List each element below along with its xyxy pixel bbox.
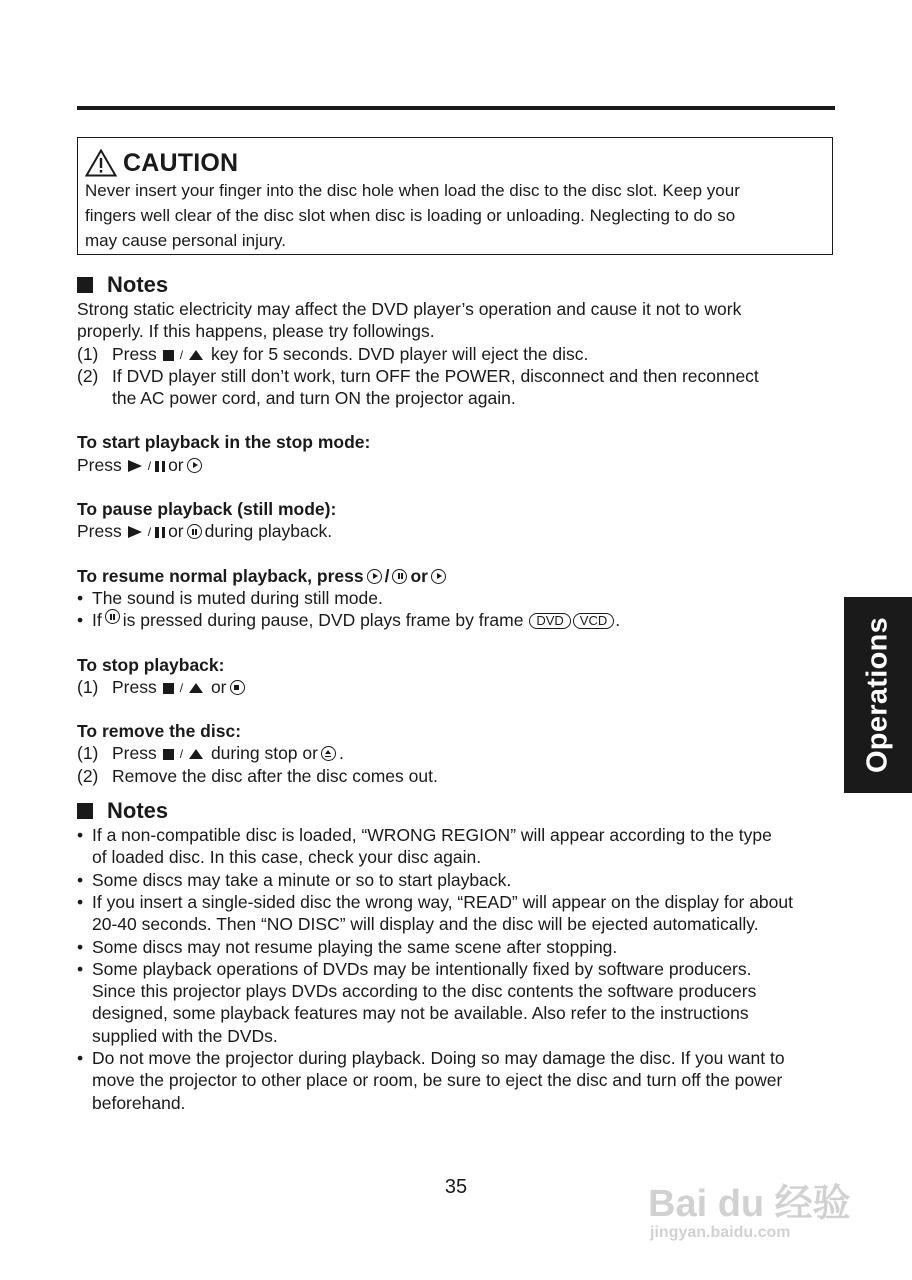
bullet: • — [77, 610, 84, 631]
bullet-text: is pressed during pause, DVD plays frame by frame — [122, 610, 524, 631]
square-bullet-icon — [77, 803, 93, 819]
caution-header — [85, 148, 832, 178]
notes-list — [77, 824, 847, 1114]
instruction-text: Press — [112, 676, 157, 697]
play-icon — [128, 460, 142, 472]
bullet-text: Since this projector plays DVDs according to the disc contents the software producers — [92, 981, 757, 1002]
section-tab — [844, 597, 912, 793]
bullet-text: Do not move the projector during playback. Doing so may damage the disc. If you want to — [92, 1048, 785, 1069]
watermark-url: jingyan.baidu.com — [650, 1224, 791, 1241]
item-number: (1) — [77, 343, 99, 364]
bullet: • — [77, 1048, 84, 1069]
notes-bullet-continued — [77, 913, 847, 935]
remove-disc-item — [77, 742, 847, 764]
caution-text-line: may cause personal injury. — [85, 231, 286, 250]
bullet-text: 20-40 seconds. Then “NO DISC” will display and the disc will be ejected automatically. — [92, 914, 759, 935]
pause-circle-icon — [105, 609, 120, 624]
notes-item-continued: the AC power cord, and turn ON the projector again. — [112, 388, 516, 409]
start-playback-heading: To start playback in the stop mode: — [77, 432, 371, 453]
resume-bullet — [77, 587, 847, 609]
notes-heading — [77, 272, 847, 298]
pause-playback-instruction — [77, 520, 847, 542]
bullet-text: Some playback operations of DVDs may be intentionally fixed by software producers. — [92, 958, 752, 979]
item-text: Press — [112, 343, 157, 364]
bullet-text: If a non-compatible disc is loaded, “WRONG REGION” will appear according to the type — [92, 825, 772, 846]
notes-bullet — [77, 869, 847, 891]
stop-playback-instruction — [77, 676, 847, 698]
dvd-badge: DVD — [529, 613, 570, 629]
instruction-text: during stop or — [210, 743, 318, 764]
play-icon — [128, 526, 142, 538]
bullet-text: supplied with the DVDs. — [92, 1025, 278, 1046]
notes-bullet — [77, 936, 847, 958]
bullet-text: Some discs may not resume playing the same scene after stopping. — [92, 936, 618, 957]
bullet-text: . — [615, 610, 621, 631]
eject-icon — [189, 683, 203, 693]
notes-bullet — [77, 1047, 847, 1069]
bullet: • — [77, 825, 84, 846]
item-number: (1) — [77, 676, 99, 697]
notes-bullet-continued — [77, 1069, 847, 1091]
bullet: • — [77, 936, 84, 957]
bullet-text: designed, some playback features may not be available. Also refer to the instructions — [92, 1003, 749, 1024]
bullet-text: Some discs may take a minute or so to start playback. — [92, 869, 512, 890]
bullet: • — [77, 869, 84, 890]
slash: / — [384, 565, 390, 586]
resume-bullet — [77, 609, 847, 631]
notes-bullet-continued — [77, 980, 847, 1002]
pause-playback-heading: To pause playback (still mode): — [77, 499, 337, 520]
remove-disc-item — [77, 765, 847, 787]
bullet-text: move the projector to other place or room, be sure to eject the disc and turn off the power — [92, 1070, 783, 1091]
slash: / — [147, 458, 152, 473]
item-text: If DVD player still don’t work, turn OFF the POWER, disconnect and then reconnect — [112, 365, 759, 386]
pause-circle-icon — [392, 569, 407, 584]
caution-text-line: fingers well clear of the disc slot when disc is loading or unloading. Neglecting to do so — [85, 206, 736, 225]
notes-bullet-continued — [77, 1092, 847, 1114]
instruction-text: . — [338, 743, 344, 764]
heading-text: To resume normal playback, press — [77, 565, 364, 586]
slash: / — [179, 347, 184, 362]
notes-bullet — [77, 824, 847, 846]
notes-bullet — [77, 958, 847, 980]
eject-circle-icon — [321, 746, 336, 761]
instruction-text: or — [168, 521, 184, 542]
notes-bullet-continued — [77, 1002, 847, 1024]
start-playback-instruction — [77, 454, 847, 476]
notes-bullet-continued — [77, 846, 847, 868]
instruction-text: Press — [77, 454, 122, 475]
pause-icon — [155, 461, 165, 472]
notes-bullet — [77, 891, 847, 913]
play-circle-icon — [367, 569, 382, 584]
item-text: key for 5 seconds. DVD player will eject the disc. — [210, 343, 589, 364]
item-number: (2) — [77, 365, 99, 386]
stop-icon — [163, 749, 174, 760]
item-number: (1) — [77, 743, 99, 764]
notes-item — [77, 343, 847, 365]
caution-box — [77, 137, 833, 255]
bullet-text: If — [92, 610, 102, 631]
section-tab-label: Operations — [861, 616, 894, 774]
resume-playback-heading — [77, 565, 847, 587]
slash: / — [147, 525, 152, 540]
bullet: • — [77, 958, 84, 979]
stop-icon — [163, 350, 174, 361]
square-bullet-icon — [77, 277, 93, 293]
instruction-text: Press — [112, 743, 157, 764]
play-circle-icon — [431, 569, 446, 584]
notes-heading-text: Notes — [107, 798, 169, 824]
pause-circle-icon — [187, 524, 202, 539]
page-number: 35 — [444, 1176, 468, 1198]
top-rule — [77, 106, 835, 110]
bullet-text: of loaded disc. In this case, check your disc again. — [92, 847, 482, 868]
notes-heading-text: Notes — [107, 272, 169, 297]
bullet-text: beforehand. — [92, 1092, 186, 1113]
notes-heading — [77, 798, 847, 824]
notes-intro: Strong static electricity may affect the DVD player’s operation and cause it not to work — [77, 299, 742, 319]
eject-icon — [189, 749, 203, 759]
heading-text: or — [410, 565, 428, 586]
item-number: (2) — [77, 765, 99, 786]
slash: / — [179, 747, 184, 762]
caution-title: CAUTION — [123, 148, 239, 177]
watermark — [648, 1150, 868, 1250]
stop-circle-icon — [230, 680, 245, 695]
watermark-logo: Bai du 经验 — [648, 1183, 851, 1225]
warning-triangle-icon — [85, 149, 117, 177]
slash: / — [179, 680, 184, 695]
notes-intro: properly. If this happens, please try followings. — [77, 321, 435, 342]
caution-text-line: Never insert your finger into the disc hole when load the disc to the disc slot. Keep your — [85, 181, 740, 200]
instruction-text: Press — [77, 521, 122, 542]
stop-icon — [163, 683, 174, 694]
instruction-text: or — [210, 676, 227, 697]
main-content — [77, 272, 847, 1114]
bullet: • — [77, 587, 84, 608]
pause-icon — [155, 527, 165, 538]
instruction-text: Remove the disc after the disc comes out. — [112, 765, 438, 786]
bullet-text: If you insert a single-sided disc the wrong way, “READ” will appear on the display for about — [92, 891, 793, 912]
bullet: • — [77, 891, 84, 912]
vcd-badge: VCD — [573, 613, 614, 629]
eject-icon — [189, 350, 203, 360]
notes-item — [77, 365, 847, 387]
instruction-text: or — [168, 454, 184, 475]
instruction-text: during playback. — [204, 521, 333, 542]
play-circle-icon — [187, 458, 202, 473]
remove-disc-heading: To remove the disc: — [77, 721, 242, 742]
bullet-text: The sound is muted during still mode. — [92, 587, 383, 608]
stop-playback-heading: To stop playback: — [77, 654, 225, 675]
notes-bullet-continued — [77, 1025, 847, 1047]
